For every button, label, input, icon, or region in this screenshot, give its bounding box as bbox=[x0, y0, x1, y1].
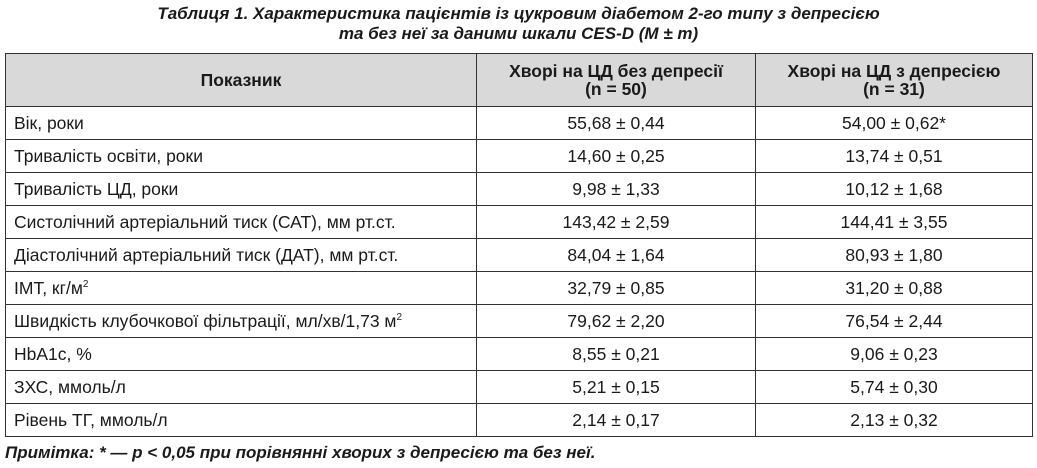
value-depression: 31,20 ± 0,88 bbox=[756, 272, 1033, 305]
table-header-row bbox=[6, 54, 1033, 107]
row-label: Діастолічний артеріальний тиск (ДАТ), мм рт.ст. bbox=[6, 239, 477, 272]
value-depression: 9,06 ± 0,23 bbox=[756, 338, 1033, 371]
table-row bbox=[6, 272, 1033, 305]
value-no-depression: 55,68 ± 0,44 bbox=[477, 107, 756, 140]
row-label: Тривалість ЦД, роки bbox=[6, 173, 477, 206]
table-row bbox=[6, 173, 1033, 206]
header-depression-n: (n = 31) bbox=[863, 79, 925, 99]
value-depression: 80,93 ± 1,80 bbox=[756, 239, 1033, 272]
table-row bbox=[6, 206, 1033, 239]
value-no-depression: 79,62 ± 2,20 bbox=[477, 305, 756, 338]
table-row bbox=[6, 404, 1033, 437]
row-label: Швидкість клубочкової фільтрації, мл/хв/1,73 $м^2$ bbox=[6, 305, 477, 338]
value-no-depression: 2,14 ± 0,17 bbox=[477, 404, 756, 437]
value-no-depression: 9,98 ± 1,33 bbox=[477, 173, 756, 206]
caption-line-1: Таблиця 1. Характеристика пацієнтів із цукровим діабетом 2-го типу з депресією bbox=[157, 4, 880, 23]
value-no-depression: 32,79 ± 0,85 bbox=[477, 272, 756, 305]
header-depression-title: Хворі на ЦД з депресією bbox=[787, 61, 1001, 81]
value-depression: 76,54 ± 2,44 bbox=[756, 305, 1033, 338]
value-depression: 144,41 ± 3,55 bbox=[756, 206, 1033, 239]
row-label: HbA1c, % bbox=[6, 338, 477, 371]
table-note: Примітка: * — p < 0,05 при порівнянні хворих з депресією та без неї. bbox=[5, 443, 596, 462]
header-no-depression-n: (n = 50) bbox=[585, 79, 647, 99]
row-label: Тривалість освіти, роки bbox=[6, 140, 477, 173]
value-no-depression: 14,60 ± 0,25 bbox=[477, 140, 756, 173]
row-label-superscript: 2 bbox=[82, 278, 89, 290]
value-depression: 10,12 ± 1,68 bbox=[756, 173, 1033, 206]
header-no-depression-title: Хворі на ЦД без депресії bbox=[509, 61, 723, 81]
value-no-depression: 143,42 ± 2,59 bbox=[477, 206, 756, 239]
table-caption bbox=[0, 4, 1037, 44]
row-label-superscript: 2 bbox=[396, 311, 403, 323]
table-row bbox=[6, 338, 1033, 371]
caption-line-2: та без неї за даними шкали CES-D (M ± m) bbox=[338, 24, 699, 43]
header-depression bbox=[756, 54, 1033, 107]
value-no-depression: 5,21 ± 0,15 bbox=[477, 371, 756, 404]
value-depression: 2,13 ± 0,32 bbox=[756, 404, 1033, 437]
table-row bbox=[6, 371, 1033, 404]
header-indicator: Показник bbox=[6, 54, 477, 107]
value-no-depression: 8,55 ± 0,21 bbox=[477, 338, 756, 371]
row-label: Рівень ТГ, ммоль/л bbox=[6, 404, 477, 437]
table-row bbox=[6, 140, 1033, 173]
value-depression: 5,74 ± 0,30 bbox=[756, 371, 1033, 404]
table-row bbox=[6, 239, 1033, 272]
table-row bbox=[6, 305, 1033, 338]
row-label: ІМТ, $кг/м^2$ bbox=[6, 272, 477, 305]
value-depression: 13,74 ± 0,51 bbox=[756, 140, 1033, 173]
table-row bbox=[6, 107, 1033, 140]
row-label: ЗХС, ммоль/л bbox=[6, 371, 477, 404]
row-label: Вік, роки bbox=[6, 107, 477, 140]
row-label: Систолічний артеріальний тиск (САТ), мм рт.ст. bbox=[6, 206, 477, 239]
patient-characteristics-table bbox=[5, 53, 1033, 437]
value-no-depression: 84,04 ± 1,64 bbox=[477, 239, 756, 272]
header-no-depression bbox=[477, 54, 756, 107]
value-depression: 54,00 ± 0,62* bbox=[756, 107, 1033, 140]
